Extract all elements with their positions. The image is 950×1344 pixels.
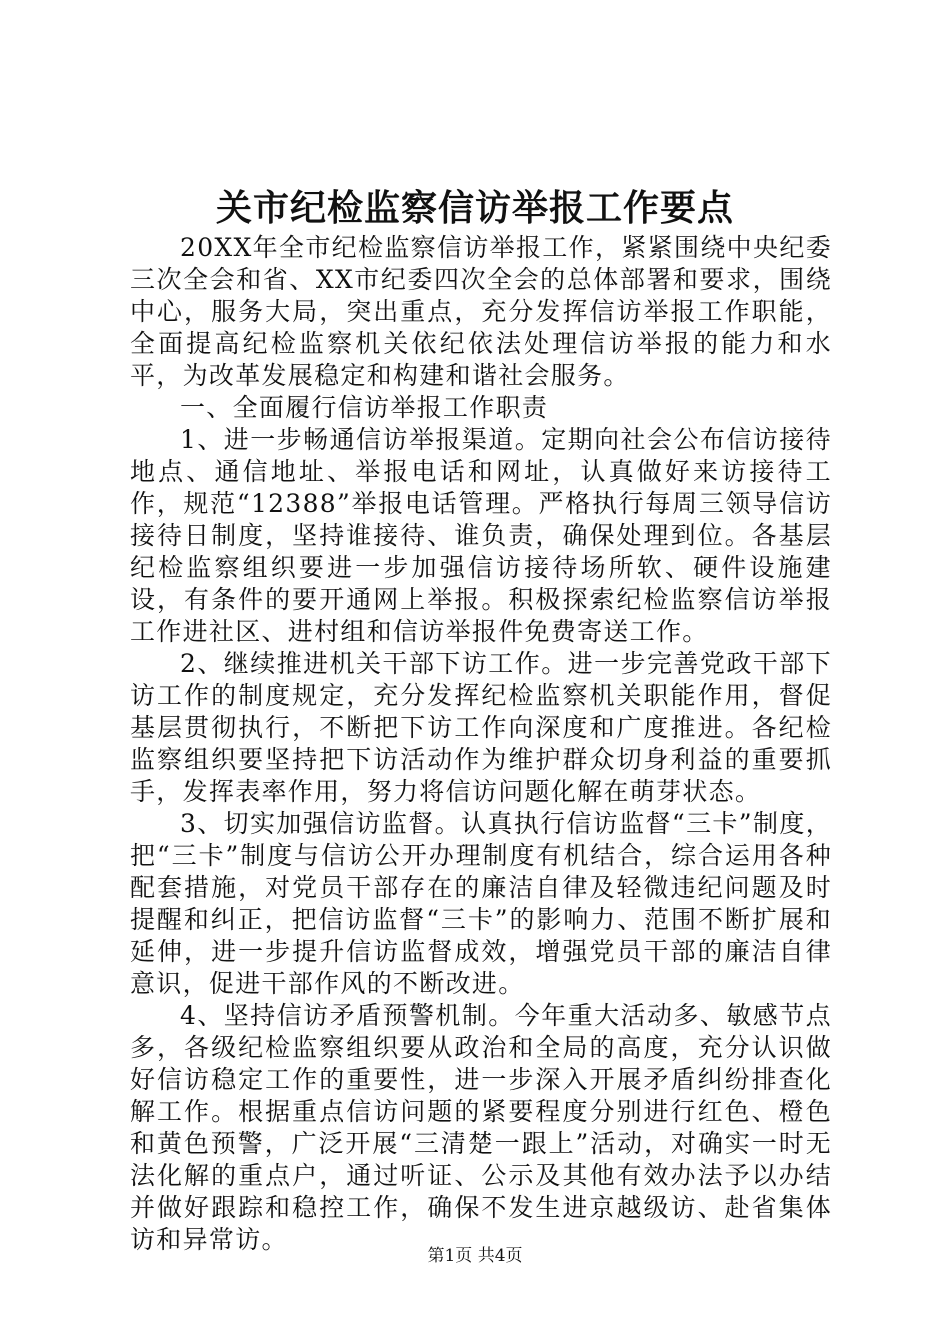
body-paragraph: 4、坚持信访矛盾预警机制。今年重大活动多、敏感节点多，各级纪检监察组织要从政治和全局的高度，充分认识做好信访稳定工作的重要性，进一步深入开展矛盾纠纷排查化解工作。根据重点信访问题的紧要程度分别进行红色、橙色和黄色预警，广泛开展“三清楚一跟上”活动，对确实一时无法化解的重点户，通过听证、公示及其他有效办法予以办结并做好跟踪和稳控工作，确保不发生进京越级访、赴省集体访和异常访。 [130,1001,832,1254]
body-paragraph: 2、继续推进机关干部下访工作。进一步完善党政干部下访工作的制度规定，充分发挥纪检监察机关职能作用，督促基层贯彻执行，不断把下访工作向深度和广度推进。各纪检监察组织要坚持把下访活动作为维护群众切身利益的重要抓手，发挥表率作用，努力将信访问题化解在萌芽状态。 [130,649,832,806]
page-number-footer: 第1页 共4页 [427,1246,523,1266]
section-heading: 一、全面履行信访举报工作职责 [180,393,549,422]
intro-paragraph: 20XX年全市纪检监察信访举报工作，紧紧围绕中央纪委三次全会和省、XX市纪委四次全会的总体部署和要求，围绕中心，服务大局，突出重点，充分发挥信访举报工作职能，全面提高纪检监察机关依纪依法处理信访举报的能力和水平，为改革发展稳定和构建和谐社会服务。 [130,233,832,390]
document-title: 关市纪检监察信访举报工作要点 [215,187,734,229]
body-paragraph: 1、进一步畅通信访举报渠道。定期向社会公布信访接待地点、通信地址、举报电话和网址，认真做好来访接待工作，规范“12388”举报电话管理。严格执行每周三领导信访接待日制度，坚持谁接待、谁负责，确保处理到位。各基层纪检监察组织要进一步加强信访接待场所软、硬件设施建设，有条件的要开通网上举报。积极探索纪检监察信访举报工作进社区、进村组和信访举报件免费寄送工作。 [130,425,832,646]
document-body [130,232,832,1256]
body-paragraph: 3、切实加强信访监督。认真执行信访监督“三卡”制度，把“三卡”制度与信访公开办理制度有机结合，综合运用各种配套措施，对党员干部存在的廉洁自律及轻微违纪问题及时提醒和纠正，把信访监督“三卡”的影响力、范围不断扩展和延伸，进一步提升信访监督成效，增强党员干部的廉洁自律意识，促进干部作风的不断改进。 [130,809,832,998]
